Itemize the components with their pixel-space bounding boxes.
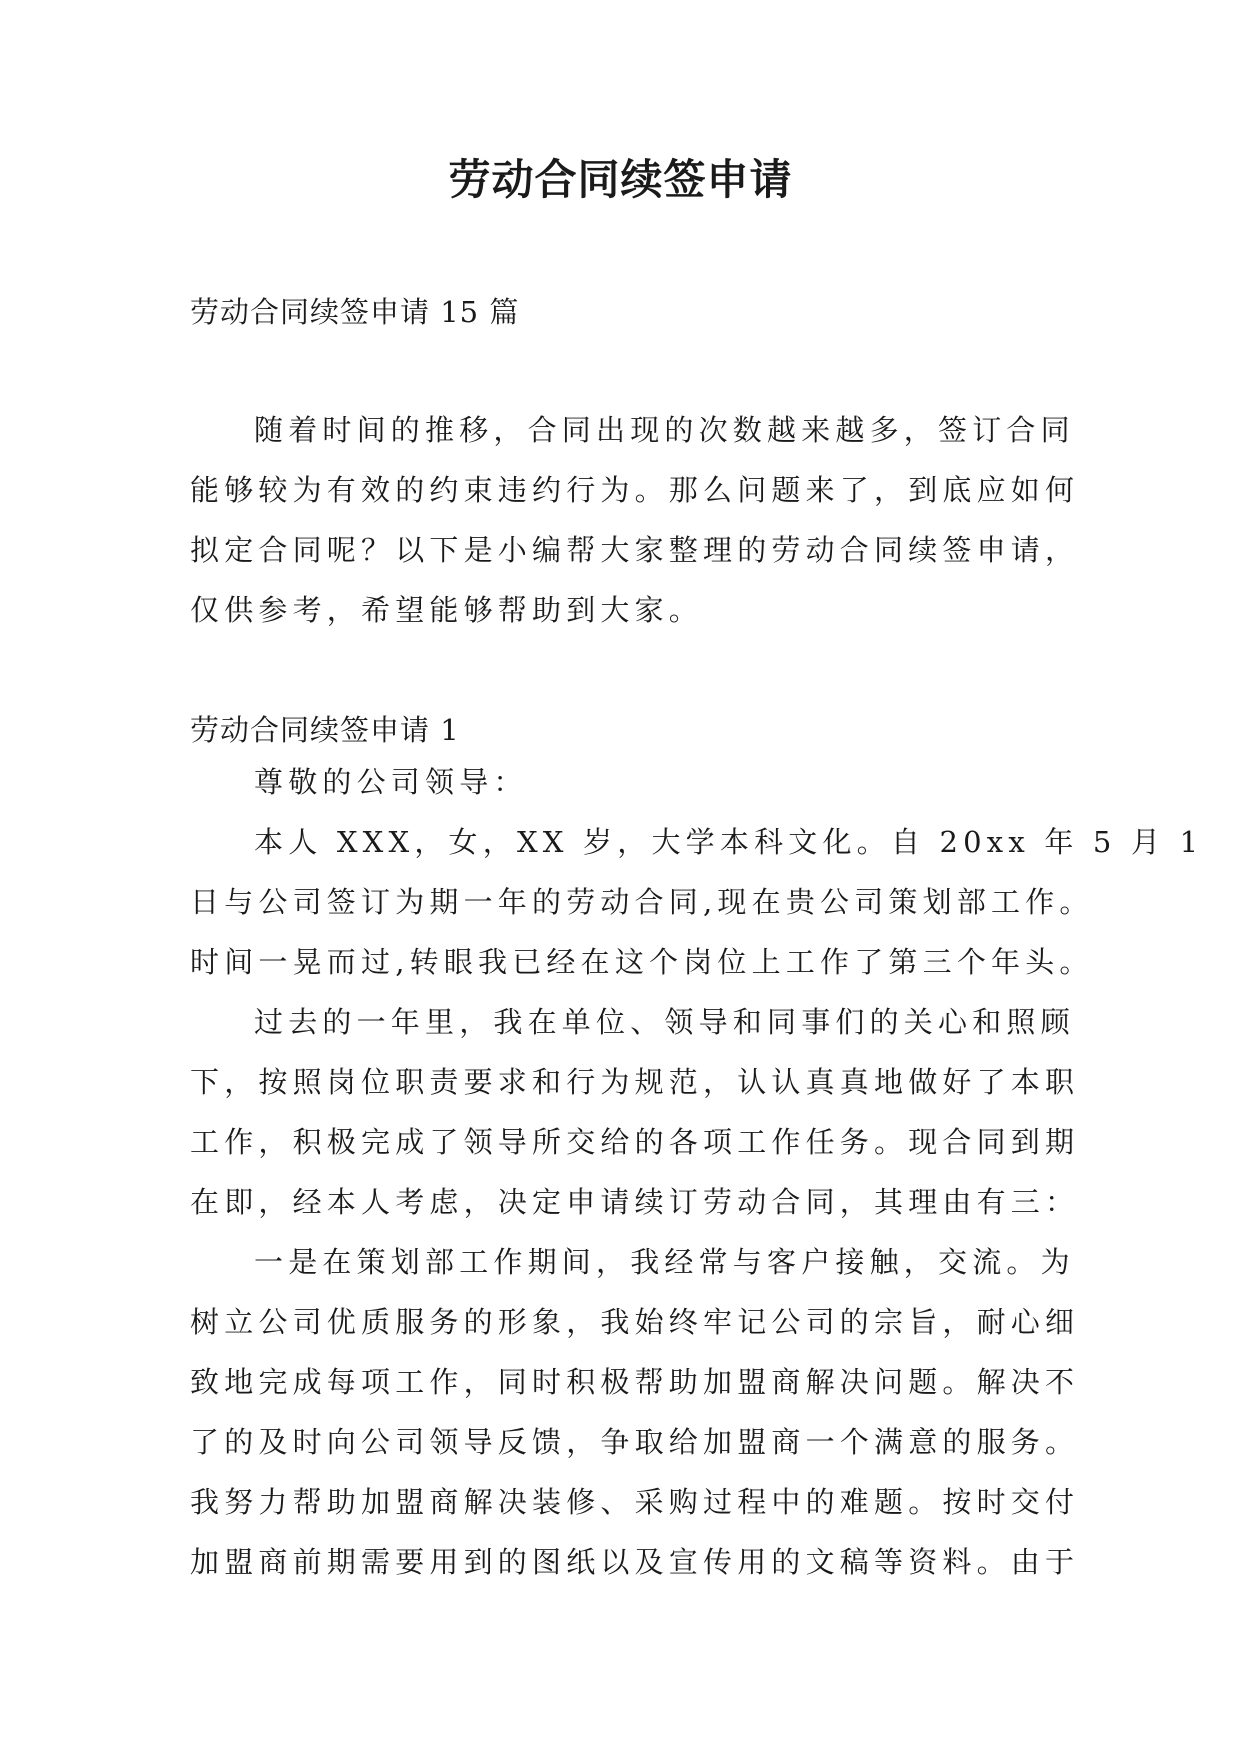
intro-line: 随着时间的推移，合同出现的次数越来越多，签订合同 [254,413,1075,447]
intro-paragraph [190,400,1080,640]
intro-line: 拟定合同呢？以下是小编帮大家整理的劳动合同续签申请， [190,533,1080,567]
paragraph-line: 在即，经本人考虑，决定申请续订劳动合同，其理由有三： [190,1185,1080,1219]
paragraph-line: 时间一晃而过,转眼我已经在这个岗位上工作了第三个年头。 [190,945,1094,979]
paragraph-line: 日与公司签订为期一年的劳动合同,现在贵公司策划部工作。 [190,885,1094,919]
paragraph-line: 了的及时向公司领导反馈，争取给加盟商一个满意的服务。 [190,1425,1080,1459]
paragraph-line: 工作，积极完成了领导所交给的各项工作任务。现合同到期 [190,1125,1080,1159]
section-1 [190,700,1204,1592]
section-heading: 劳动合同续签申请 1 [190,713,460,747]
paragraph-line: 致地完成每项工作，同时积极帮助加盟商解决问题。解决不 [190,1365,1080,1399]
paragraph-line: 一是在策划部工作期间，我经常与客户接触，交流。为 [254,1245,1075,1279]
intro-line: 仅供参考，希望能够帮助到大家。 [190,593,704,627]
paragraph-line: 加盟商前期需要用到的图纸以及宣传用的文稿等资料。由于 [190,1545,1080,1579]
document-subtitle: 劳动合同续签申请 15 篇 [190,295,520,329]
paragraph-line: 本人 XXX，女，XX 岁，大学本科文化。自 20xx 年 5 月 1 [254,825,1204,859]
salutation: 尊敬的公司领导： [254,765,528,799]
intro-line: 能够较为有效的约束违约行为。那么问题来了，到底应如何 [190,473,1080,507]
paragraph-line: 过去的一年里，我在单位、领导和同事们的关心和照顾 [254,1005,1075,1039]
paragraph-line: 树立公司优质服务的形象，我始终牢记公司的宗旨，耐心细 [190,1305,1080,1339]
paragraph-line: 下，按照岗位职责要求和行为规范，认认真真地做好了本职 [190,1065,1080,1099]
paragraph-line: 我努力帮助加盟商解决装修、采购过程中的难题。按时交付 [190,1485,1080,1519]
document-title: 劳动合同续签申请 [448,155,793,204]
